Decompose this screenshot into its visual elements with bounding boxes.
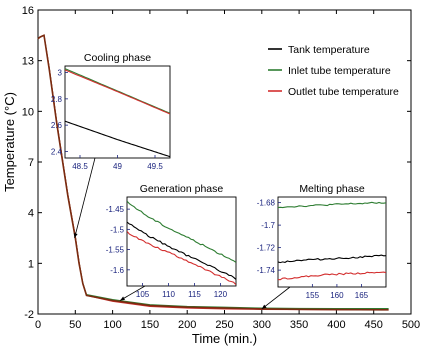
generation-x-tick-label: 115 [188, 290, 201, 299]
melting-y-tick-label: -1.68 [256, 198, 275, 208]
melting-y-tick-label: -1.7 [261, 221, 275, 231]
main-y-tick-label: 4 [27, 207, 34, 220]
legend-label-tank: Tank temperature [288, 44, 370, 56]
cooling-inset-frame [65, 66, 170, 158]
main-x-tick-label: 150 [140, 319, 160, 331]
melting-x-tick-label: 165 [354, 291, 369, 300]
legend-label-outlet: Outlet tube temperature [288, 86, 399, 98]
main-x-tick-label: 400 [327, 319, 346, 331]
generation-y-tick-label: -1.5 [110, 225, 124, 235]
cooling-y-tick-label: 3 [57, 68, 62, 78]
main-y-tick-label: 1 [27, 258, 34, 271]
main-y-tick-label: 13 [21, 55, 34, 68]
main-x-tick-label: 500 [401, 319, 421, 331]
cooling-x-tick-label: 49 [113, 162, 122, 171]
generation-x-tick-label: 110 [162, 290, 175, 299]
main-x-axis-label: Time (min.) [191, 331, 258, 346]
generation-x-tick-label: 105 [135, 290, 150, 299]
melting-y-tick-label: -1.72 [256, 243, 275, 253]
generation-inset-frame [127, 197, 236, 286]
main-y-tick-label: 10 [21, 106, 34, 119]
generation-y-tick-label: -1.6 [110, 265, 124, 275]
generation-x-tick-label: 120 [213, 290, 228, 299]
melting-inset-title: Melting phase [299, 183, 365, 195]
main-x-tick-label: 100 [103, 319, 122, 331]
cooling-y-tick-label: 2.6 [50, 121, 62, 131]
generation-inset-title: Generation phase [139, 183, 224, 195]
cooling-x-tick-label: 48.5 [72, 162, 88, 171]
cooling-x-tick-label: 49.5 [147, 162, 163, 171]
melting-y-tick-label: -1.74 [256, 266, 275, 276]
main-x-tick-label: 0 [34, 319, 42, 331]
cooling-y-tick-label: 2.4 [50, 147, 62, 157]
main-y-tick-label: 7 [27, 157, 34, 169]
main-x-tick-label: 250 [215, 319, 234, 331]
main-x-tick-label: 350 [289, 319, 309, 331]
melting-x-tick-label: 155 [305, 291, 320, 300]
generation-y-tick-label: -1.45 [105, 205, 124, 215]
cooling-inset-title: Cooling phase [83, 52, 152, 64]
main-y-tick-label: 16 [21, 5, 34, 17]
main-y-axis-label: Temperature (°C) [2, 92, 17, 192]
cooling-y-tick-label: 2.8 [50, 94, 62, 104]
main-x-tick-label: 300 [252, 319, 271, 331]
main-y-tick-label: -2 [24, 309, 34, 321]
melting-x-tick-label: 160 [330, 291, 344, 300]
main-x-tick-label: 200 [178, 319, 197, 331]
legend-label-inlet: Inlet tube temperature [288, 65, 391, 77]
main-x-tick-label: 50 [69, 319, 82, 331]
main-x-tick-label: 450 [364, 319, 383, 331]
generation-y-tick-label: -1.55 [105, 245, 124, 255]
